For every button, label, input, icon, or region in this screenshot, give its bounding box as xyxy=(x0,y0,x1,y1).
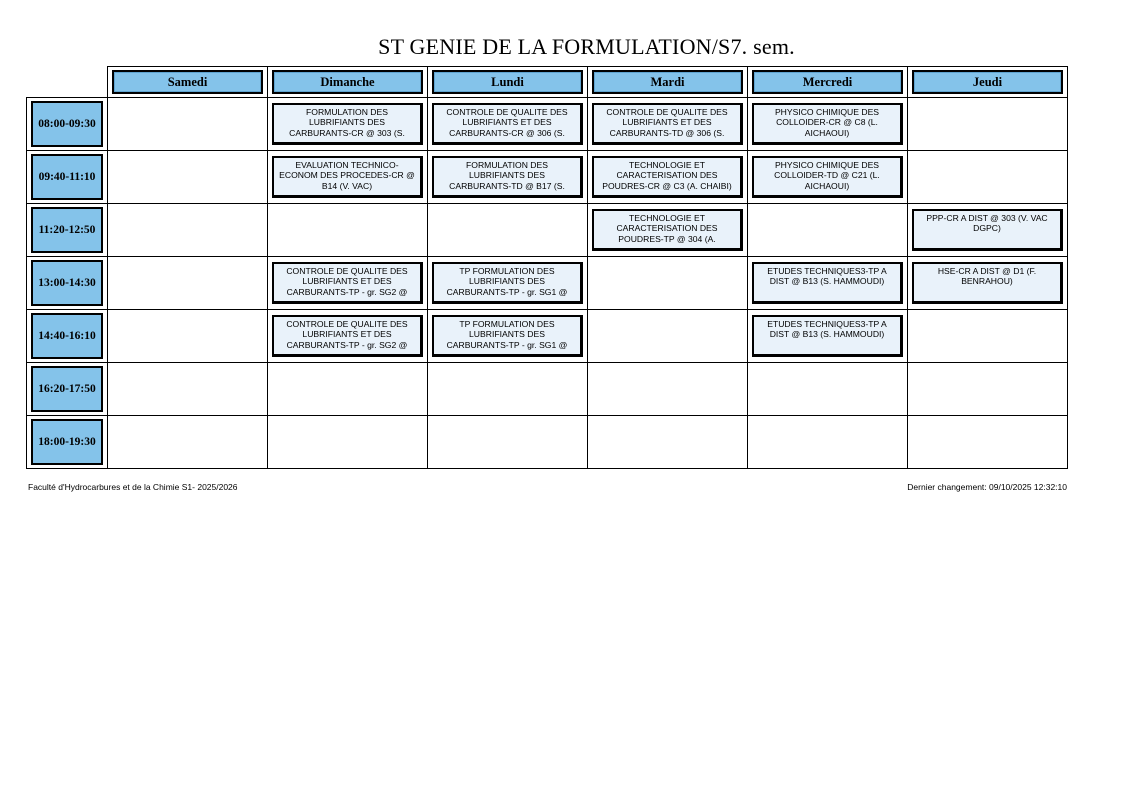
table-corner xyxy=(27,67,108,98)
course-block[interactable]: HSE-CR A DIST @ D1 (F. BENRAHOU) xyxy=(912,262,1063,304)
table-row xyxy=(27,257,1068,310)
course-block[interactable]: CONTROLE DE QUALITE DES LUBRIFIANTS ET DES CARBURANTS-TP - gr. SG2 @ xyxy=(272,262,423,304)
schedule-cell xyxy=(268,310,428,363)
day-header-cell xyxy=(908,67,1068,98)
table-row xyxy=(27,204,1068,257)
time-slot-cell xyxy=(27,257,108,310)
footer-last-change: Dernier changement: 09/10/2025 12:32:10 xyxy=(907,482,1067,492)
table-row xyxy=(27,98,1068,151)
schedule-cell xyxy=(908,257,1068,310)
footer-faculty: Faculté d'Hydrocarbures et de la Chimie S1- 2025/2026 xyxy=(28,482,238,492)
schedule-cell xyxy=(748,310,908,363)
schedule-cell xyxy=(588,98,748,151)
course-block[interactable]: ETUDES TECHNIQUES3-TP A DIST @ B13 (S. HAMMOUDI) xyxy=(752,315,903,357)
schedule-cell xyxy=(108,363,268,416)
schedule-cell xyxy=(908,204,1068,257)
schedule-cell xyxy=(268,204,428,257)
day-header: Mardi xyxy=(592,70,743,94)
course-block[interactable]: FORMULATION DES LUBRIFIANTS DES CARBURANTS-TD @ B17 (S. xyxy=(432,156,583,198)
schedule-cell xyxy=(428,310,588,363)
schedule-cell xyxy=(908,310,1068,363)
schedule-cell xyxy=(428,257,588,310)
day-header-cell xyxy=(108,67,268,98)
table-row xyxy=(27,416,1068,469)
schedule-cell xyxy=(908,151,1068,204)
course-block[interactable]: TECHNOLOGIE ET CARACTERISATION DES POUDRES-CR @ C3 (A. CHAIBI) xyxy=(592,156,743,198)
schedule-cell xyxy=(428,416,588,469)
course-block[interactable]: PHYSICO CHIMIQUE DES COLLOIDER-CR @ C8 (L. AICHAOUI) xyxy=(752,103,903,145)
schedule-cell xyxy=(908,363,1068,416)
day-header: Jeudi xyxy=(912,70,1063,94)
course-block[interactable]: TP FORMULATION DES LUBRIFIANTS DES CARBURANTS-TP - gr. SG1 @ xyxy=(432,262,583,304)
schedule-cell xyxy=(748,363,908,416)
course-block[interactable]: TP FORMULATION DES LUBRIFIANTS DES CARBURANTS-TP - gr. SG1 @ xyxy=(432,315,583,357)
table-row xyxy=(27,310,1068,363)
time-slot-cell xyxy=(27,204,108,257)
schedule-cell xyxy=(108,204,268,257)
course-block[interactable]: PHYSICO CHIMIQUE DES COLLOIDER-TD @ C21 (L. AICHAOUI) xyxy=(752,156,903,198)
time-slot-cell xyxy=(27,310,108,363)
schedule-cell xyxy=(108,151,268,204)
day-header: Mercredi xyxy=(752,70,903,94)
timetable xyxy=(26,66,1068,469)
time-slot: 09:40-11:10 xyxy=(31,154,103,200)
schedule-cell xyxy=(748,98,908,151)
time-slot-cell xyxy=(27,98,108,151)
schedule-cell xyxy=(588,310,748,363)
course-block[interactable]: TECHNOLOGIE ET CARACTERISATION DES POUDRES-TP @ 304 (A. xyxy=(592,209,743,251)
schedule-cell xyxy=(268,151,428,204)
page-title: ST GENIE DE LA FORMULATION/S7. sem. xyxy=(378,34,795,59)
day-header: Dimanche xyxy=(272,70,423,94)
schedule-cell xyxy=(428,151,588,204)
schedule-cell xyxy=(428,204,588,257)
schedule-cell xyxy=(428,363,588,416)
time-slot: 18:00-19:30 xyxy=(31,419,103,465)
schedule-cell xyxy=(268,363,428,416)
time-slot: 13:00-14:30 xyxy=(31,260,103,306)
schedule-cell xyxy=(908,416,1068,469)
schedule-cell xyxy=(748,151,908,204)
schedule-cell xyxy=(588,204,748,257)
schedule-cell xyxy=(588,257,748,310)
schedule-cell xyxy=(428,98,588,151)
schedule-cell xyxy=(588,151,748,204)
day-header-cell xyxy=(588,67,748,98)
schedule-cell xyxy=(268,98,428,151)
time-slot: 16:20-17:50 xyxy=(31,366,103,412)
table-row xyxy=(27,363,1068,416)
course-block[interactable]: ETUDES TECHNIQUES3-TP A DIST @ B13 (S. HAMMOUDI) xyxy=(752,262,903,304)
schedule-cell xyxy=(268,257,428,310)
schedule-cell xyxy=(588,363,748,416)
day-header-cell xyxy=(748,67,908,98)
schedule-cell xyxy=(268,416,428,469)
day-header-cell xyxy=(428,67,588,98)
schedule-cell xyxy=(748,257,908,310)
schedule-cell xyxy=(908,98,1068,151)
course-block[interactable]: EVALUATION TECHNICO-ECONOM DES PROCEDES-CR @ B14 (V. VAC) xyxy=(272,156,423,198)
schedule-cell xyxy=(588,416,748,469)
time-slot: 08:00-09:30 xyxy=(31,101,103,147)
schedule-cell xyxy=(108,257,268,310)
schedule-cell xyxy=(108,98,268,151)
time-slot: 11:20-12:50 xyxy=(31,207,103,253)
schedule-cell xyxy=(108,416,268,469)
time-slot-cell xyxy=(27,363,108,416)
time-slot-cell xyxy=(27,416,108,469)
day-header: Lundi xyxy=(432,70,583,94)
time-slot-cell xyxy=(27,151,108,204)
time-slot: 14:40-16:10 xyxy=(31,313,103,359)
schedule-cell xyxy=(108,310,268,363)
course-block[interactable]: PPP-CR A DIST @ 303 (V. VAC DGPC) xyxy=(912,209,1063,251)
course-block[interactable]: CONTROLE DE QUALITE DES LUBRIFIANTS ET DES CARBURANTS-TP - gr. SG2 @ xyxy=(272,315,423,357)
schedule-cell xyxy=(748,416,908,469)
day-header-cell xyxy=(268,67,428,98)
day-header: Samedi xyxy=(112,70,263,94)
table-row xyxy=(27,151,1068,204)
course-block[interactable]: CONTROLE DE QUALITE DES LUBRIFIANTS ET DES CARBURANTS-CR @ 306 (S. xyxy=(432,103,583,145)
schedule-cell xyxy=(748,204,908,257)
course-block[interactable]: CONTROLE DE QUALITE DES LUBRIFIANTS ET DES CARBURANTS-TD @ 306 (S. xyxy=(592,103,743,145)
course-block[interactable]: FORMULATION DES LUBRIFIANTS DES CARBURANTS-CR @ 303 (S. xyxy=(272,103,423,145)
